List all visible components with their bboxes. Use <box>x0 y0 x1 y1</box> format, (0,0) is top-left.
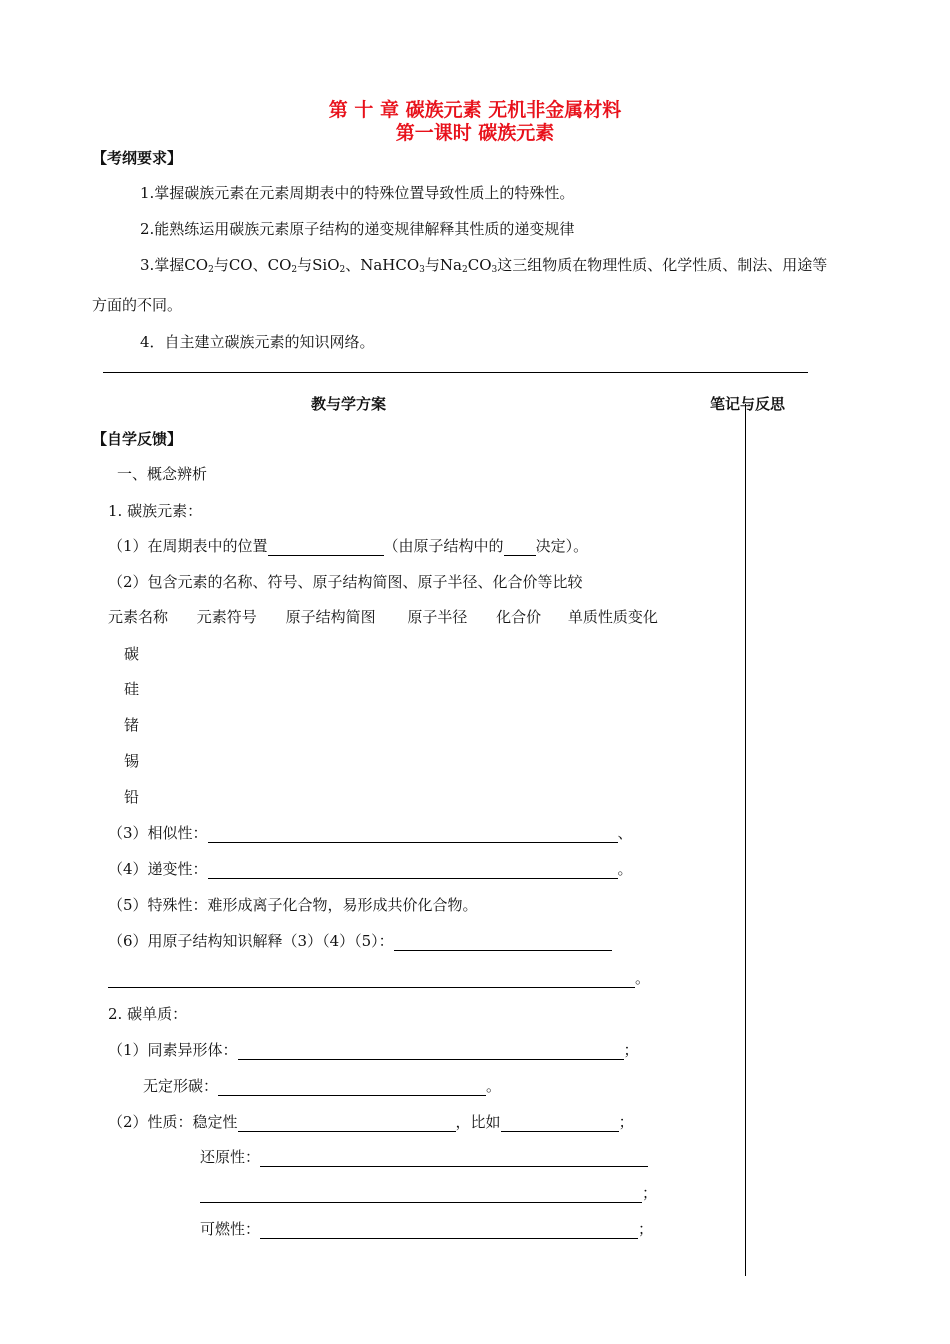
question-1-3: （3）相似性： 、 <box>108 824 633 842</box>
explanation-blank-2[interactable] <box>108 972 635 988</box>
element-silicon: 硅 <box>124 680 140 698</box>
question-1-4: （4）递变性： 。 <box>108 860 633 878</box>
structure-blank[interactable] <box>504 540 536 556</box>
position-blank[interactable] <box>268 540 384 556</box>
amorphous-carbon: 无定形碳： 。 <box>143 1077 502 1095</box>
col-symbol: 元素符号 <box>196 608 257 626</box>
similarity-blank[interactable] <box>208 827 618 843</box>
element-germanium: 锗 <box>124 716 140 734</box>
element-lead: 铅 <box>124 788 140 806</box>
amorphous-blank[interactable] <box>218 1080 486 1096</box>
combustible-property: 可燃性： ； <box>200 1220 654 1238</box>
question-1-5: （5）特殊性：难形成离子化合物，易形成共价化合物。 <box>108 896 478 914</box>
chapter-title: 第 十 章 碳族元素 无机非金属材料 <box>328 99 622 121</box>
section-divider <box>103 372 808 373</box>
reducing-blank-2[interactable] <box>200 1187 642 1203</box>
notes-column-header: 笔记与反思 <box>710 395 786 413</box>
example-blank[interactable] <box>501 1116 619 1132</box>
col-property: 单质性质变化 <box>567 608 658 626</box>
syllabus-item-3: 3.掌握$CO_2$与CO、$CO_2$与SiO$_2$、NaHCO$_3$与$Na_2CO_3$这三组物质在物理性质、化学性质、制法、用途等 <box>140 256 828 275</box>
feedback-heading: 【自学反馈】 <box>92 430 183 448</box>
col-structure: 原子结构简图 <box>285 608 376 626</box>
syllabus-item-3-cont: 方面的不同。 <box>92 296 183 314</box>
syllabus-item-1: 1.掌握碳族元素在元素周期表中的特殊位置导致性质上的特殊性。 <box>140 184 575 202</box>
question-1: 1. 碳族元素： <box>108 502 203 520</box>
syllabus-item-4: 4．自主建立碳族元素的知识网络。 <box>140 333 375 351</box>
column-divider <box>745 404 746 1276</box>
combustible-blank[interactable] <box>260 1223 638 1239</box>
question-1-2: （2）包含元素的名称、符号、原子结构简图、原子半径、化合价等比较 <box>108 573 583 591</box>
question-2-2: （2）性质：稳定性 ，比如 ； <box>108 1113 634 1131</box>
lesson-title: 第一课时 碳族元素 <box>395 122 555 144</box>
element-table-header <box>108 607 658 627</box>
reducing-blank-1[interactable] <box>260 1151 648 1167</box>
question-1-6-cont: 。 <box>108 968 650 988</box>
element-carbon: 碳 <box>124 645 140 663</box>
col-valence: 化合价 <box>496 608 542 626</box>
allotrope-blank[interactable] <box>238 1044 624 1060</box>
element-tin: 锡 <box>124 752 140 770</box>
question-2-1: （1）同素异形体： ； <box>108 1041 639 1059</box>
syllabus-heading: 【考纲要求】 <box>92 149 183 167</box>
plan-column-header: 教与学方案 <box>311 395 387 413</box>
question-2: 2. 碳单质： <box>108 1005 188 1023</box>
syllabus-item-2: 2.能熟练运用碳族元素原子结构的递变规律解释其性质的递变规律 <box>140 220 575 238</box>
section-concepts: 一、概念辨析 <box>117 465 208 483</box>
trend-blank[interactable] <box>208 863 618 879</box>
stability-blank[interactable] <box>238 1116 456 1132</box>
explanation-blank-1[interactable] <box>394 935 612 951</box>
reducing-property: 还原性： <box>200 1147 648 1167</box>
reducing-property-cont: ； <box>200 1183 657 1203</box>
col-radius: 原子半径 <box>407 608 468 626</box>
col-name: 元素名称 <box>108 608 169 626</box>
question-1-6: （6）用原子结构知识解释（3）（4）（5）： <box>108 931 612 951</box>
question-1-1: （1）在周期表中的位置 （由原子结构中的 决定）。 <box>108 537 589 555</box>
